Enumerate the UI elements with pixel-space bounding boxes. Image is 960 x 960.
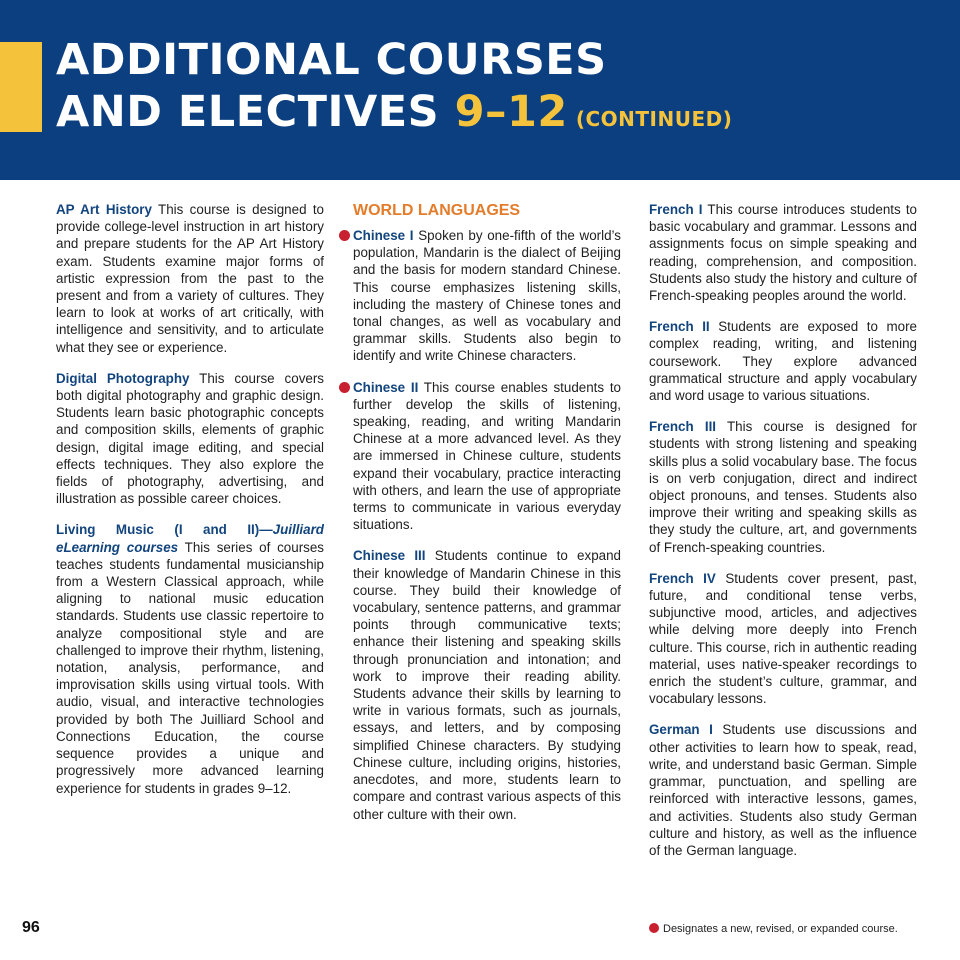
course-entry-french-2 [649, 318, 917, 404]
page-header [0, 0, 960, 180]
course-name: Digital Photography [56, 370, 190, 386]
new-course-legend [649, 922, 898, 936]
course-description: Spoken by one-fifth of the world’s population, Mandarin is the dialect of Beijing and the basis for modern standard Chinese. This course emphasizes listening skills, including the mastery of Chinese tones and tonal changes, as well as vocabulary and grammar skills. Students also begin to identify and write Chinese characters. [353, 228, 621, 364]
course-name-part: Living Music (I and II)— [56, 522, 273, 538]
course-name: French I [649, 202, 703, 217]
course-description: Students are exposed to more complex reading, writing, and listening coursework. They explore advanced grammatical structure and apply vocabulary and word usage to various situations. [649, 319, 917, 404]
page-number: 96 [22, 919, 40, 936]
course-name: German I [649, 722, 713, 738]
title-line-1: ADDITIONAL COURSES [56, 35, 607, 85]
new-course-dot-icon [339, 230, 350, 241]
course-entry-chinese-1 [353, 227, 621, 365]
page-title [56, 34, 732, 145]
course-description: This course enables students to further develop the skills of listening, speaking, reading, and writing Mandarin Chinese at a more advanced level. As they are immersed in Chinese culture, students expand their vocabulary, practice interacting with others, and learn the use of appropriate terms to communicate in various everyday situations. [353, 379, 621, 533]
title-grades: 9–12 [454, 87, 568, 137]
course-name: French IV [649, 570, 716, 586]
course-name: AP Art History [56, 202, 152, 217]
title-continued: (CONTINUED) [575, 107, 733, 131]
course-description: This series of courses teaches students fundamental musicianship from a Western Classical approach, while aligning to national music education standards. Students use classic repertoire to analyze compositional style and are challenged to improve their rhythm, listening, notation, analysis, performance, and improvisation skills using virtual tools. With audio, visual, and interactive technologies provided by both The Juilliard School and Connections Education, the course sequence provides a unique and progressively more advanced learning experience for students in grades 9–12. [56, 539, 324, 796]
course-name: French II [649, 319, 710, 335]
course-entry-french-4 [649, 570, 917, 708]
course-description: Students use discussions and other activities to learn how to speak, read, write, and understand basic German. Simple grammar, punctuation, and spelling are reinforced with interactive lessons, games, and activities. Students also study German culture and history, as well as the influence of the German language. [649, 722, 917, 858]
section-heading-world-languages: WORLD LANGUAGES [353, 202, 521, 219]
new-course-dot-icon [339, 382, 350, 393]
course-description: Students continue to expand their knowledge of Mandarin Chinese in this course. They build their knowledge of vocabulary, sentence patterns, and grammar points through communicative texts; enhance their listening and speaking skills through pronunciation and intonation; and work to improve their reading ability. Students advance their skills by learning to write in various formats, such as journals, essays, and letters, and by composing simplified Chinese characters. By studying Chinese culture, including origins, histories, anecdotes, and more, students learn to compare and contrast various aspects of this other culture with their own. [353, 548, 621, 822]
course-description: This course is designed for students with strong listening and speaking skills plus a solid vocabulary base. The focus is on verb conjugation, direct and indirect object pronouns, and tenses. Students also improve their writing and speaking skills as they study the culture, art, and governments of French-speaking countries. [649, 419, 918, 555]
column-left [56, 201, 324, 811]
legend-text: Designates a new, revised, or expanded course. [663, 923, 898, 935]
course-description: This course is designed to provide college-level instruction in art history and prepare students for the AP Art History exam. Students examine major forms of artistic expression from the past to the present and from a variety of cultures. They learn to look at works of art critically, with intelligence and sensitivity, and to articulate what they see or experience. [56, 202, 325, 355]
course-entry-german-1 [649, 721, 917, 859]
course-entry-living-music [56, 521, 324, 796]
course-description: Students cover present, past, future, and conditional tense verbs, subjunctive mood, articles, and adjectives while delving more deeply into French culture. This course, rich in authentic reading material, uses native-speaker recordings to enrich the student’s culture, grammar, and vocabulary lessons. [649, 570, 917, 707]
column-right [649, 201, 917, 873]
header-accent-bar [0, 42, 42, 132]
course-entry-chinese-2 [353, 379, 621, 534]
course-description: This course introduces students to basic vocabulary and grammar. Lessons and assignments focus on simple speaking and reading, comprehension, and composition. Students also study the history and culture of French-speaking peoples around the world. [649, 202, 917, 304]
course-name: Chinese I [353, 228, 414, 243]
new-course-dot-icon [649, 923, 659, 933]
course-entry-french-3 [649, 418, 917, 556]
course-name: Chinese III [353, 548, 426, 564]
course-entry-chinese-3 [353, 547, 621, 822]
course-description: This course covers both digital photography and graphic design. Students learn basic photographic concepts and composition skills, elements of graphic design, digital image editing, and special effects techniques. They also explore the fields of photography, advertising, and illustration as possible career choices. [56, 370, 324, 507]
course-name: French III [649, 419, 717, 435]
course-entry-french-1 [649, 201, 917, 304]
course-entry-digital-photography [56, 370, 324, 508]
column-middle [353, 201, 621, 837]
course-name: Chinese II [353, 379, 419, 395]
course-entry-ap-art-history [56, 201, 324, 356]
course-name-italic: Juilliard eLearning courses [56, 522, 324, 555]
title-line-2: AND ELECTIVES [56, 87, 455, 137]
